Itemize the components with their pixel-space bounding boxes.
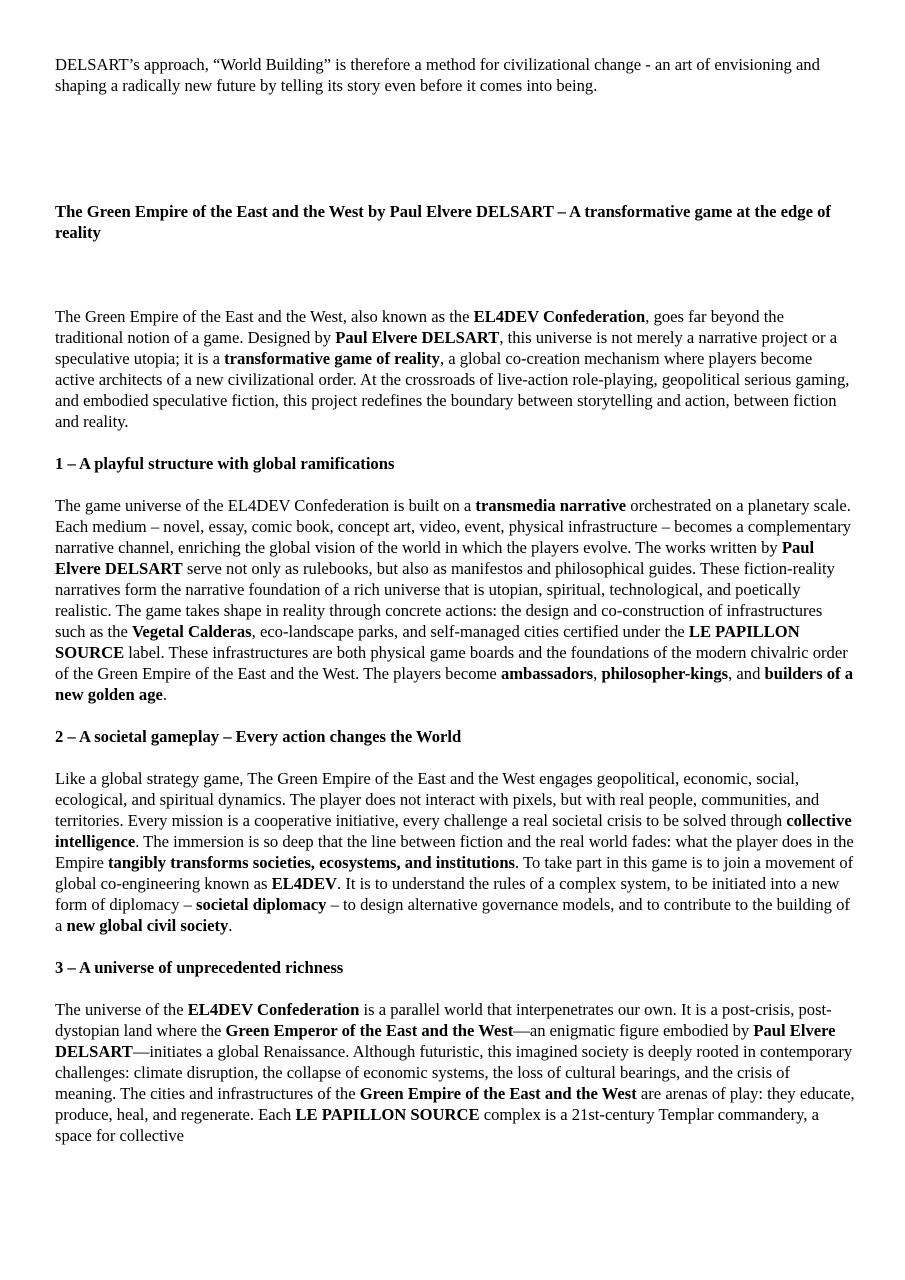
bold-run: LE PAPILLON SOURCE [55,622,800,662]
intro-paragraph: DELSART’s approach, “World Building” is therefore a method for civilizational change - an art of envisioning and shaping a radically new future by telling its story even before it comes into being. [55,55,820,95]
bold-run: EL4DEV [271,874,338,893]
text-run: . [228,916,233,935]
bold-run: Paul Elvere DELSART [335,328,500,347]
bold-run: societal diplomacy [196,895,327,914]
section-2-heading: 2 – A societal gameplay – Every action changes the World [55,727,462,746]
text-run: —an enigmatic figure embodied by [513,1021,754,1040]
section-1-heading: 1 – A playful structure with global ramifications [55,454,395,473]
text-run: , and [728,664,765,683]
bold-run: tangibly transforms societies, ecosystems, and institutions [108,853,516,872]
text-run: . The immersion is so deep that the line between fiction and the real world fades: what the player does in the Empire [55,832,854,872]
text-run: —initiates a global Renaissance. Although futuristic, this imagined society is deeply rooted in contemporary challenges: climate disruption, the collapse of economic systems, the loss of cultural bearings, and the crisis of meaning. The cities and infrastructures of the [55,1042,853,1103]
text-run: . [162,685,168,704]
bold-run: transmedia narrative [475,496,627,515]
bold-run: Vegetal Calderas [131,622,252,641]
text-run: , this universe is not merely a narrative project or a speculative utopia; it is a [55,328,838,368]
bold-run: Green Empire of the East and the West [359,1084,637,1103]
text-run: The universe of the [55,1000,188,1019]
section-1-paragraph [55,495,855,705]
bold-run: collective intelligence [55,811,852,851]
text-run: The game universe of the EL4DEV Confederation is built on a [55,496,476,515]
text-run: . It is to understand the rules of a complex system, to be initiated into a new form of diplomacy – [55,874,840,914]
bold-run: Green Emperor of the East and the West [225,1021,514,1040]
text-run: , eco-landscape parks, and self-managed cities certified under the [251,622,689,641]
section-3-heading: 3 – A universe of unprecedented richness [55,958,344,977]
bold-run: new global civil society [66,916,229,935]
text-run: is a parallel world that interpenetrates our own. It is a post-crisis, post-dystopian land where the [55,1000,832,1040]
section-3-paragraph [55,999,855,1146]
text-run: label. These infrastructures are both physical game boards and the foundations of the modern chivalric order of the Green Empire of the East and the West. The players become [55,643,848,683]
text-run: The Green Empire of the East and the West, also known as the [55,307,474,326]
bold-run: builders of a new golden age [55,664,854,704]
text-run: , [593,664,602,683]
text-run: . To take part in this game is to join a movement of global co-engineering known as [55,853,854,893]
text-run: – to design alternative governance models, and to contribute to the building of a [55,895,850,935]
paragraph-introduction [55,306,855,432]
bold-run: LE PAPILLON SOURCE [295,1105,480,1124]
bold-run: philosopher-kings [601,664,729,683]
section-2-paragraph [55,768,855,936]
document-title: The Green Empire of the East and the West by Paul Elvere DELSART – A transformative game at the edge of reality [55,202,831,242]
text-run: serve not only as rulebooks, but also as manifestos and philosophical guides. These fiction-reality narratives form the narrative foundation of a rich universe that is utopian, spiritual, technological, and poetically realistic. The game takes shape in reality through concrete actions: the design and co-construction of infrastructures such as the [55,559,835,641]
bold-run: ambassadors [500,664,594,683]
text-run: orchestrated on a planetary scale. Each medium – novel, essay, comic book, concept art, video, event, physical infrastructure – becomes a complementary narrative channel, enriching the global vision of the world in which the players evolve. The works written by [55,496,852,557]
bold-run: EL4DEV Confederation [473,307,646,326]
text-run: , goes far beyond the traditional notion of a game. Designed by [55,307,784,347]
text-run: , a global co-creation mechanism where players become active architects of a new civilizational order. At the crossroads of live-action role-playing, geopolitical serious gaming, and embodied speculative fiction, this project redefines the boundary between storytelling and action, between fiction and reality. [55,349,850,431]
bold-run: transformative game of reality [224,349,440,368]
bold-run: EL4DEV Confederation [187,1000,360,1019]
text-run: complex is a 21st-century Templar commandery, a space for collective [55,1105,819,1145]
bold-run: Paul Elvere DELSART [55,1021,836,1061]
text-run: are arenas of play: they educate, produce, heal, and regenerate. Each [55,1084,855,1124]
text-run: Like a global strategy game, The Green Empire of the East and the West engages geopolitical, economic, social, ecological, and spiritual dynamics. The player does not interact with pixels, but with real people, communities, and territories. Every mission is a cooperative initiative, every challenge a real societal crisis to be solved through [55,769,820,830]
bold-run: Paul Elvere DELSART [55,538,815,578]
